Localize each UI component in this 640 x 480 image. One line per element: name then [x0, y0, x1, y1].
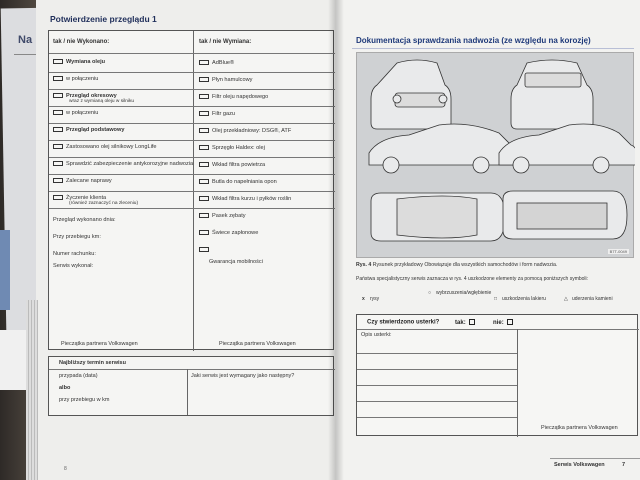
- done-item: [53, 161, 193, 167]
- done-item-label: Życzenie klienta: [66, 195, 107, 201]
- done-item-label: Wymiana oleju: [66, 59, 106, 65]
- divider: [49, 140, 335, 141]
- divider: [49, 72, 335, 73]
- done-item: [53, 76, 98, 82]
- circle-icon: ○: [428, 290, 432, 296]
- caption-label: Rys. 4: [356, 262, 372, 268]
- tak-nie-checkbox[interactable]: [53, 127, 63, 132]
- replaced-item: [199, 162, 265, 168]
- divider: [49, 174, 335, 175]
- replaced-item-label: Filtr oleju napędowego: [212, 94, 269, 100]
- caption-text: Rysunek przykładowy Obowiązuje dla wszystkich samochodów i form nadwozia.: [372, 262, 558, 268]
- defects-label: Opis usterki:: [361, 332, 392, 338]
- stamp-label: Pieczątka partnera Volkswagen: [219, 341, 296, 347]
- tak-nie-checkbox[interactable]: [199, 247, 209, 252]
- divider: [49, 208, 335, 209]
- guarantee-label: Gwarancja mobilności: [209, 259, 263, 265]
- footer-title: Serwis Volkswagen: [554, 462, 605, 468]
- square-icon: □: [494, 296, 498, 302]
- next-service-date: przypada (data): [59, 373, 98, 379]
- legend-scratches: rysy: [370, 296, 380, 302]
- page-title: Dokumentacja sprawdzania nadwozia (ze względu na korozję): [356, 36, 591, 45]
- tak-nie-checkbox[interactable]: [199, 77, 209, 82]
- tak-nie-checkbox[interactable]: [53, 144, 63, 149]
- divider: [357, 353, 517, 354]
- service-field-label: Serwis wykonał:: [53, 263, 94, 269]
- done-item-label: Sprawdzić zabezpieczenie antykorozyjne nadwozia: [66, 161, 194, 167]
- divider: [352, 48, 634, 49]
- service-field-label: Numer rachunku:: [53, 251, 96, 257]
- done-item-label: Przegląd okresowy: [66, 93, 117, 99]
- done-item-label: w połączeniu: [66, 76, 99, 82]
- done-item: [53, 144, 156, 150]
- replaced-item: [199, 145, 265, 151]
- page-number: 8: [64, 466, 67, 472]
- defects-form: [356, 314, 638, 436]
- tak-nie-checkbox[interactable]: [53, 76, 63, 81]
- replaced-item-label: Wkład filtra powietrza: [212, 162, 266, 168]
- replaced-item: [199, 94, 268, 100]
- tak-nie-checkbox[interactable]: [53, 195, 63, 200]
- tak-nie-checkbox[interactable]: [199, 162, 209, 167]
- divider: [357, 401, 517, 402]
- info-text: Państwa specjalistyczny serwis zaznacza w rys. 4 uszkodzone elementy za pomocą poniższych symboli:: [356, 276, 589, 282]
- tak-nie-checkbox[interactable]: [199, 128, 209, 133]
- legend-bulges: wybrzuszenia/wgłębienie: [436, 290, 492, 296]
- background-book-title: Na: [18, 34, 33, 46]
- divider: [49, 89, 335, 90]
- divider: [357, 385, 517, 386]
- done-item-label: Zalecane naprawy: [66, 178, 112, 184]
- yes-checkbox[interactable]: [469, 319, 475, 325]
- column-header-done: tak / nie Wykonano:: [53, 39, 110, 45]
- replaced-item: [199, 60, 234, 66]
- tak-nie-checkbox[interactable]: [199, 145, 209, 150]
- replaced-item: [199, 230, 258, 236]
- next-service-title: Najbliższy termin serwisu: [59, 360, 126, 366]
- done-item-note: wraz z wymianą oleju w silniku: [69, 99, 135, 104]
- done-item-label: w połączeniu: [66, 110, 99, 116]
- next-service-question: Jaki serwis jest wymagany jako następny?: [191, 373, 295, 379]
- divider: [49, 191, 335, 192]
- next-service-or: albo: [59, 385, 71, 391]
- tak-nie-checkbox[interactable]: [199, 94, 209, 99]
- legend-body-damage: uszkodzenia lakieru: [502, 296, 546, 302]
- tak-nie-checkbox[interactable]: [53, 110, 63, 115]
- divider: [357, 369, 517, 370]
- divider: [357, 329, 639, 330]
- page-stack: [26, 300, 38, 480]
- damage-legend: [362, 290, 638, 312]
- replaced-item-label: Sprzęgło Haldex: olej: [212, 145, 265, 151]
- car-body-diagram: [356, 52, 634, 258]
- replaced-item-label: Butla do napełniania opon: [212, 179, 277, 185]
- tak-nie-checkbox[interactable]: [53, 161, 63, 166]
- page-title: Potwierdzenie przeglądu 1: [50, 14, 157, 24]
- replaced-item: [199, 179, 277, 185]
- done-item: [53, 59, 105, 65]
- done-item-note: (również zaznaczyć na zleceniu): [69, 201, 139, 206]
- defects-question-text: Czy stwierdzono usterki?: [367, 319, 440, 326]
- yes-label: tak:: [455, 319, 466, 326]
- right-page: [336, 0, 640, 480]
- replaced-item-label: Świece zapłonowe: [212, 230, 259, 236]
- tak-nie-checkbox[interactable]: [199, 230, 209, 235]
- next-service-km: przy przebiegu w km: [59, 397, 110, 403]
- done-item: [53, 195, 138, 206]
- next-service-form: [48, 356, 334, 416]
- tak-nie-checkbox[interactable]: [199, 213, 209, 218]
- divider: [49, 123, 335, 124]
- decorative-strip: [0, 230, 10, 310]
- page-number: 7: [622, 462, 626, 468]
- done-item: [53, 127, 124, 133]
- divider: [357, 417, 517, 418]
- tak-nie-checkbox[interactable]: [53, 59, 63, 64]
- column-header-replaced: tak / nie Wymiana:: [199, 39, 252, 45]
- stamp-label: Pieczątka partnera Volkswagen: [541, 425, 618, 431]
- replaced-item-label: Filtr gazu: [212, 111, 236, 117]
- replaced-item: [199, 128, 291, 134]
- tak-nie-checkbox[interactable]: [53, 178, 63, 183]
- no-label: nie:: [493, 319, 504, 326]
- replaced-item-label: Wkład filtra kurzu i pyłków roślin: [212, 196, 292, 202]
- tak-nie-checkbox[interactable]: [199, 60, 209, 65]
- defects-question: [367, 319, 513, 326]
- divider: [49, 369, 335, 370]
- replaced-item: [199, 213, 246, 219]
- tak-nie-checkbox[interactable]: [199, 111, 209, 116]
- done-item: [53, 178, 112, 184]
- replaced-item-label: Płyn hamulcowy: [212, 77, 253, 83]
- divider: [49, 53, 335, 54]
- stamp-label: Pieczątka partnera Volkswagen: [61, 341, 138, 347]
- replaced-item: [199, 77, 252, 83]
- done-item-label: Przegląd podstawowy: [66, 127, 125, 133]
- triangle-icon: △: [564, 296, 568, 302]
- done-item: [53, 93, 134, 104]
- empty-replaced-item: [199, 247, 212, 253]
- divider: [517, 329, 518, 437]
- divider: [49, 106, 335, 107]
- no-checkbox[interactable]: [507, 319, 513, 325]
- done-item: [53, 110, 98, 116]
- replaced-item-label: Olej przekładniowy: DSG®, ATF: [212, 128, 292, 134]
- replaced-item-label: Pasek zębaty: [212, 213, 246, 219]
- figure-caption: [356, 262, 557, 268]
- replaced-item: [199, 196, 291, 202]
- service-field-label: Przegląd wykonano dnia:: [53, 217, 116, 223]
- scratch-symbol: x: [362, 296, 365, 302]
- left-page: [36, 0, 336, 480]
- service-field-label: Przy przebiegu km:: [53, 234, 101, 240]
- car-outlines-illustration: [357, 53, 635, 259]
- replaced-item: [199, 111, 235, 117]
- service-confirmation-form: [48, 30, 334, 350]
- book-spine: [328, 0, 344, 480]
- figure-id: B7T-0049: [609, 249, 627, 254]
- legend-stone-chips: uderzenia kamieni: [572, 296, 613, 302]
- tak-nie-checkbox[interactable]: [53, 93, 63, 98]
- tak-nie-checkbox[interactable]: [199, 179, 209, 184]
- tak-nie-checkbox[interactable]: [199, 196, 209, 201]
- divider: [187, 369, 188, 415]
- replaced-item-label: AdBlue®: [212, 60, 235, 66]
- divider: [49, 157, 335, 158]
- done-item-label: Zastosowano olej silnikowy LongLife: [66, 144, 157, 150]
